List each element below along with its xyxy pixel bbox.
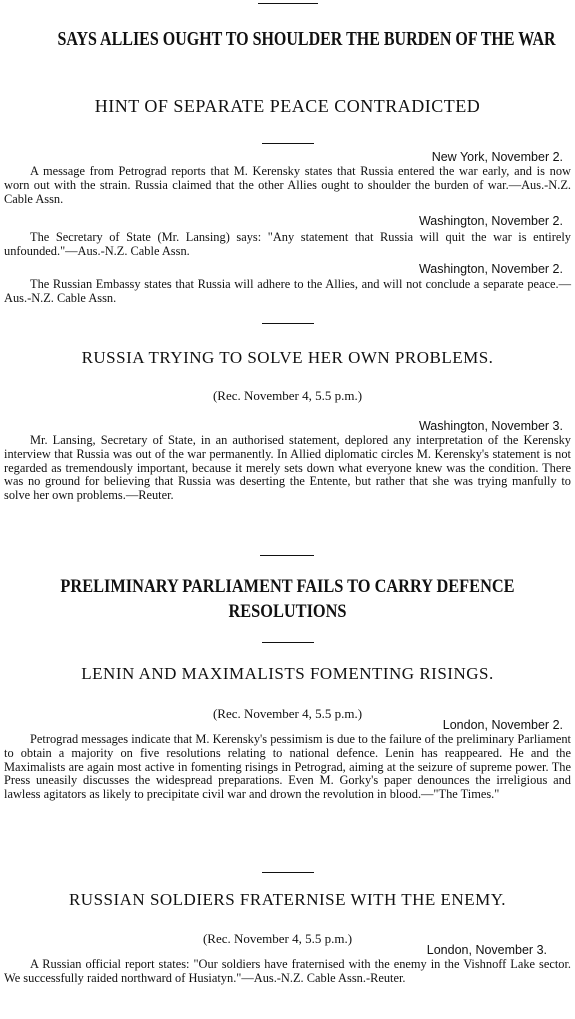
- divider: [262, 642, 314, 643]
- article1-paragraph-1: A message from Petrograd reports that M. Kerensky states that Russia entered the war early, and is now worn out with the strain. Russia claimed that the other Allies ought to shoulder the burden of war.—Aus.-N.Z. Cable Assn.: [4, 164, 571, 206]
- article1-subheadline: HINT OF SEPARATE PEACE CONTRADICTED: [94, 96, 481, 116]
- article2-paragraph: Mr. Lansing, Secretary of State, in an authorised statement, deplored any interpretation of the Kerensky interview that Russia was out of the war permanently. In Allied diplomatic circles M. Kerensky's statement is not regarded as tremendously important, because it merely sets down what everyone knew was the condition. There was no ground for believing that Russia was deserting the Entente, but rather that she was trying manfully to solve her own problems.—Reuter.: [4, 433, 571, 503]
- article4-dateline: London, November 3.: [426, 943, 547, 957]
- article3-paragraph: Petrograd messages indicate that M. Kerensky's pessimism is due to the failure of the preliminary Parliament to obtain a majority on five resolutions relating to national defence. Lenin has reappeared. He and the Maximalists are again most active in fomenting risings in Petrograd, aiming at the seizure of supreme power. The Press uneasily discusses the widespread preparations. Even M. Gorky's paper denounces the irreligious and lawless agitators as likely to precipitate civil war and drown the revolution in blood.—"The Times.": [4, 732, 571, 802]
- article1-paragraph-2: The Secretary of State (Mr. Lansing) says: "Any statement that Russia will quit the war is entirely unfounded."—Aus.-N.Z. Cable Assn.: [4, 230, 571, 258]
- article4-headline: RUSSIAN SOLDIERS FRATERNISE WITH THE ENEMY.: [68, 890, 507, 909]
- article4-paragraph: A Russian official report states: "Our soldiers have fraternised with the enemy in the Vishnoff Lake sector. We successfully raided northward of Husiatyn."—Aus.-N.Z. Cable Assn.-Reuter.: [4, 957, 571, 985]
- article1-dateline-2: Washington, November 2.: [418, 214, 563, 228]
- article3-headline-line-2: RESOLUTIONS: [228, 601, 347, 622]
- divider: [262, 323, 314, 324]
- article2-received: (Rec. November 4, 5.5 p.m.): [212, 388, 363, 403]
- article4-received: (Rec. November 4, 5.5 p.m.): [202, 931, 353, 946]
- article1-headline: SAYS ALLIES OUGHT TO SHOULDER THE BURDEN OF THE WAR: [57, 28, 556, 50]
- top-rule: [258, 3, 318, 4]
- article1-dateline-1: New York, November 2.: [431, 150, 563, 164]
- article2-headline: RUSSIA TRYING TO SOLVE HER OWN PROBLEMS.: [81, 348, 494, 367]
- article3-subheadline: LENIN AND MAXIMALISTS FOMENTING RISINGS.: [81, 664, 494, 683]
- article1-dateline-3: Washington, November 2.: [418, 262, 563, 276]
- article3-headline-line-1: PRELIMINARY PARLIAMENT FAILS TO CARRY DEFENCE: [60, 576, 515, 597]
- article3-dateline: London, November 2.: [442, 718, 563, 732]
- divider: [262, 143, 314, 144]
- divider: [260, 555, 314, 556]
- article2-dateline: Washington, November 3.: [418, 419, 563, 433]
- divider: [262, 872, 314, 873]
- article3-received: (Rec. November 4, 5.5 p.m.): [212, 706, 363, 721]
- article1-paragraph-3: The Russian Embassy states that Russia will adhere to the Allies, and will not conclude a separate peace.—Aus.-N.Z. Cable Assn.: [4, 277, 571, 305]
